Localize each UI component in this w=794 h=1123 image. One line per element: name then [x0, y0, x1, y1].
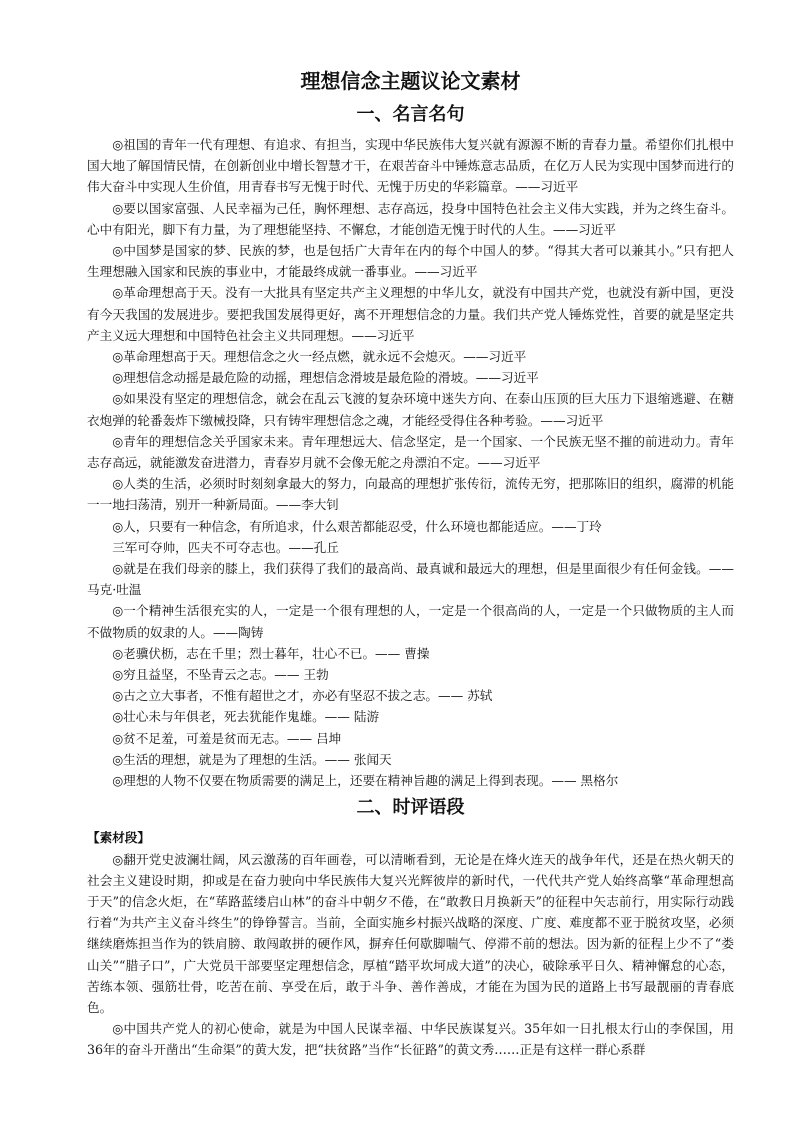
quote-item: ◎古之立大事者，不惟有超世之才，亦必有坚忍不拔之志。—— 苏轼: [112, 688, 493, 704]
quote-item: ◎一个精神生活很充实的人，一定是一个很有理想的人，一定是一个很高尚的人，一定是一个只做物质的主人而不做物质的奴隶的人。——陶铸: [87, 603, 734, 640]
quote-item: ◎青年的理想信念关乎国家未来。青年理想远大、信念坚定，是一个国家、一个民族无坚不摧的前进动力。青年志存高远，就能激发奋进潜力，青春岁月就不会像无舵之舟漂泊不定。——习近平: [87, 433, 734, 471]
material-label: 【素材段】: [87, 830, 150, 846]
quote-item: ◎理想信念动摇是最危险的动摇，理想信念滑坡是最危险的滑坡。——习近平: [112, 370, 539, 386]
quote-item: ◎祖国的青年一代有理想、有追求、有担当，实现中华民族伟大复兴就有源源不断的青春力量。希望你们扎根中国大地了解国情民情，在创新创业中增长智慧才干，在艰苦奋斗中锤炼意志品质，在亿万人民为实现中国梦而进行的伟大奋斗中实现人生价值，用青春书写无愧于时代、无愧于历史的华彩篇章。——习近平: [87, 137, 734, 195]
quote-item: ◎穷且益坚，不坠青云之志。—— 王勃: [112, 667, 329, 683]
quotes-list: [87, 134, 734, 791]
document-title: 理想信念主题议论文素材: [300, 69, 521, 93]
quote-item: ◎革命理想高于天。没有一大批具有坚定共产主义理想的中华儿女，就没有中国共产党，也就没有新中国，更没有今天我国的发展进步。要把我国发展得更好，离不开理想信念的力量。我们共产党人锤炼党性，首要的就是坚定共产主义远大理想和中国特色社会主义共同理想。——习近平: [87, 285, 734, 343]
quote-item: 三军可夺帅，匹夫不可夺志也。——孔丘: [112, 539, 339, 555]
commentary-paragraph: ◎中国共产党人的初心使命，就是为中国人民谋幸福、中华民族谋复兴。35年如一日扎根太行山的李保国，用36年的奋斗开凿出“生命渠”的黄大发，把“扶贫路”当作“长征路”的黄文秀……正是有这样一群心系群: [87, 1021, 734, 1058]
section-heading-quotes: 一、名言名句: [356, 104, 465, 125]
quote-item: ◎人，只要有一种信念，有所追求，什么艰苦都能忍受，什么环境也都能适应。——丁玲: [112, 518, 602, 534]
quote-item: ◎生活的理想，就是为了理想的生活。—— 张闻天: [112, 751, 392, 767]
commentary-list: [87, 849, 734, 1061]
quote-item: ◎如果没有坚定的理想信念，就会在乱云飞渡的复杂环境中迷失方向、在泰山压顶的巨大压力下退缩逃避、在糖衣炮弹的轮番轰炸下缴械投降，只有铸牢理想信念之魂，才能经受得住各种考验。——习近平: [87, 391, 734, 428]
commentary-paragraph: ◎翻开党史波澜壮阔，风云激荡的百年画卷，可以清晰看到，无论是在烽火连天的战争年代，还是在热火朝天的社会主义建设时期，抑或是在奋力驶向中华民族伟大复兴光辉彼岸的新时代，一代代共产党人始终高擎“革命理想高于天”的信念火炬，在“荜路蓝缕启山林”的奋斗中朝夕不倦，在“敢教日月换新天”的征程中矢志前行，用实际行动践行着“为共产主义奋斗终生”的铮铮誓言。当前，全面实施乡村振兴战略的深度、广度、难度都不亚于脱贫攻坚，必须继续磨炼担当作为的铁肩膀、敢闯敢拼的硬作风，摒弃任何歇脚喘气、停滞不前的想法。因为新的征程上少不了“娄山关”“腊子口”，广大党员干部要坚定理想信念，厚植“踏平坎坷成大道”的决心，破除承平日久、精神懈怠的心态，苦练本领、强筋壮骨，吃苦在前、享受在后，敢于斗争、善作善成，才能在为国为民的道路上书写最靓丽的青春底色。: [87, 851, 734, 1015]
quote-item: ◎革命理想高于天。理想信念之火一经点燃，就永远不会熄灭。——习近平: [112, 349, 527, 365]
quote-item: ◎人类的生活，必须时时刻刻拿最大的努力，向最高的理想扩张传衍，流传无穷，把那陈旧的组织，腐滞的机能一一地扫荡清，别开一种新局面。——李大钊: [87, 476, 734, 513]
quote-item: ◎要以国家富强、人民幸福为己任，胸怀理想、志存高远，投身中国特色社会主义伟大实践，并为之终生奋斗。心中有阳光，脚下有力量，为了理想能坚持、不懈怠，才能创造无愧于时代的人生。——习近平: [87, 200, 734, 237]
quote-item: ◎就是在我们母亲的膝上，我们获得了我们的最高尚、最真诚和最远大的理想，但是里面很少有任何金钱。——马克·吐温: [87, 561, 734, 598]
material-label-wrap: [87, 827, 734, 848]
quote-item: ◎老骥伏枥，志在千里；烈士暮年，壮心不已。—— 曹操: [112, 645, 430, 661]
quote-item: ◎壮心未与年俱老，死去犹能作鬼雄。—— 陆游: [112, 709, 380, 725]
section-heading-commentary: 二、时评语段: [356, 797, 465, 819]
quote-item: ◎贫不足羞，可羞是贫而无志。—— 吕坤: [112, 730, 342, 746]
quote-item: ◎中国梦是国家的梦、民族的梦，也是包括广大青年在内的每个中国人的梦。“得其大者可以兼其小。”只有把人生理想融入国家和民族的事业中，才能最终成就一番事业。——习近平: [87, 243, 734, 280]
quote-item: ◎理想的人物不仅要在物质需要的满足上，还要在精神旨趣的满足上得到表现。—— 黑格尔: [112, 773, 619, 789]
